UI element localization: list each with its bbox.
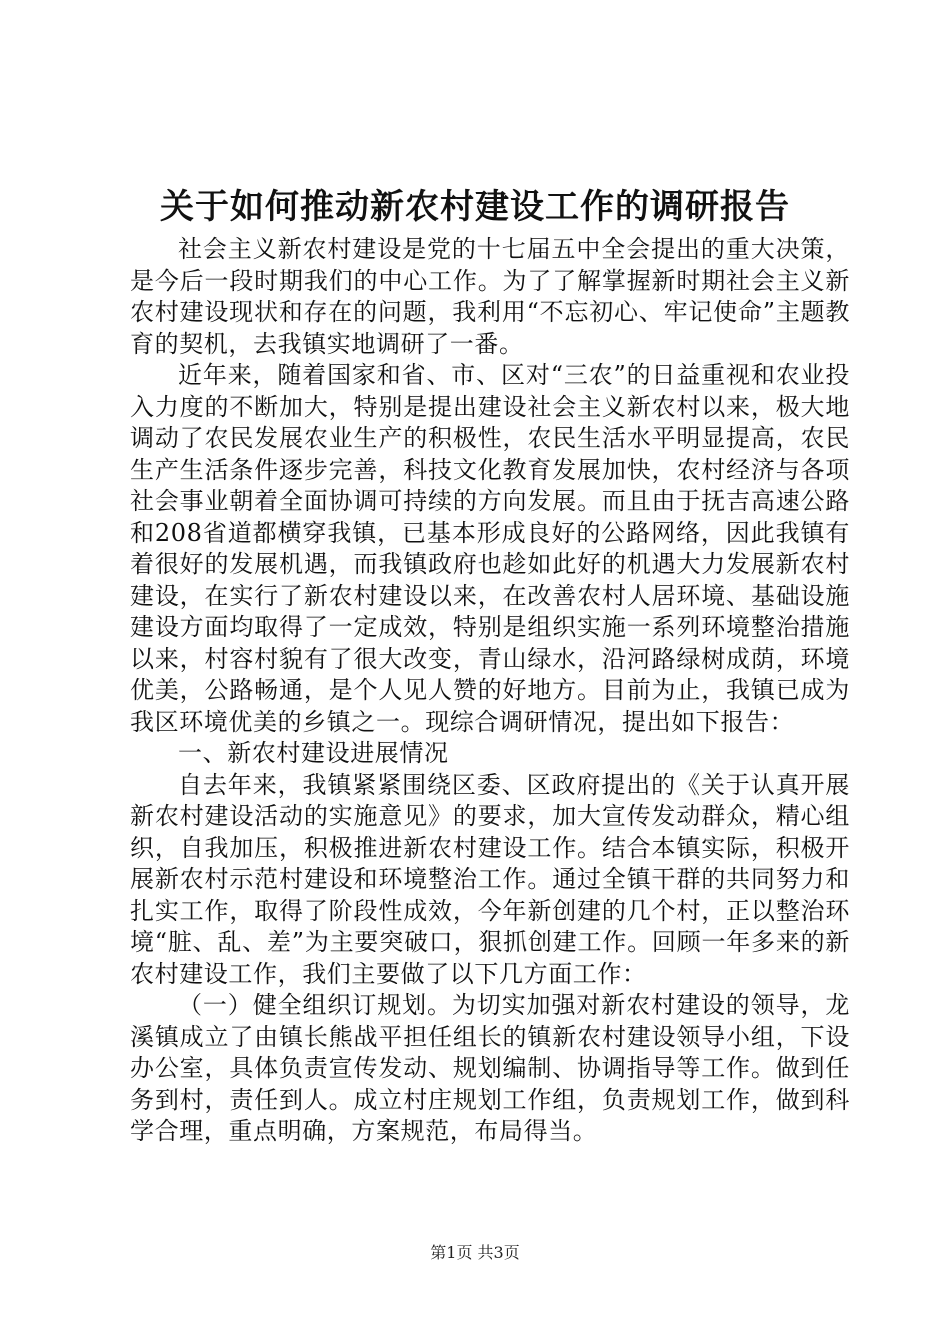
paragraph-intro: 社会主义新农村建设是党的十七届五中全会提出的重大决策，是今后一段时期我们的中心工作。为了了解掌握新时期社会主义新农村建设现状和存在的问题，我利用“不忘初心、牢记使命”主题教育的契机，去我镇实地调研了一番。 [130,235,850,358]
page-footer: 第1页 共3页 [430,1243,520,1262]
paragraph-organization: （一）健全组织订规划。为切实加强对新农村建设的领导，龙溪镇成立了由镇长熊战平担任组长的镇新农村建设领导小组，下设办公室，具体负责宣传发动、规划编制、协调指导等工作。做到任务到村，责任到人。成立村庄规划工作组，负责规划工作，做到科学合理，重点明确，方案规范，布局得当。 [130,991,850,1145]
document-body [130,234,850,1148]
document-title: 关于如何推动新农村建设工作的调研报告 [160,187,790,227]
paragraph-background: 近年来，随着国家和省、市、区对“三农”的日益重视和农业投入力度的不断加大，特别是提出建设社会主义新农村以来，极大地调动了农民发展农业生产的积极性，农民生活水平明显提高，农民生产生活条件逐步完善，科技文化教育发展加快，农村经济与各项社会事业朝着全面协调可持续的方向发展。而且由于抚吉高速公路和208省道都横穿我镇，已基本形成良好的公路网络，因此我镇有着很好的发展机遇，而我镇政府也趁如此好的机遇大力发展新农村建设，在实行了新农村建设以来，在改善农村人居环境、基础设施建设方面均取得了一定成效，特别是组织实施一系列环境整治措施以来，村容村貌有了很大改变，青山绿水，沿河路绿树成荫，环境优美，公路畅通，是个人见人赞的好地方。目前为止，我镇已成为我区环境优美的乡镇之一。现综合调研情况，提出如下报告： [130,361,850,736]
section-heading-progress: 一、新农村建设进展情况 [178,739,449,767]
paragraph-progress: 自去年来，我镇紧紧围绕区委、区政府提出的《关于认真开展新农村建设活动的实施意见》的要求，加大宣传发动群众，精心组织，自我加压，积极推进新农村建设工作。结合本镇实际，积极开展新农村示范村建设和环境整治工作。通过全镇干群的共同努力和扎实工作，取得了阶段性成效，今年新创建的几个村，正以整治环境“脏、乱、差”为主要突破口，狠抓创建工作。回顾一年多来的新农村建设工作，我们主要做了以下几方面工作： [130,770,850,988]
